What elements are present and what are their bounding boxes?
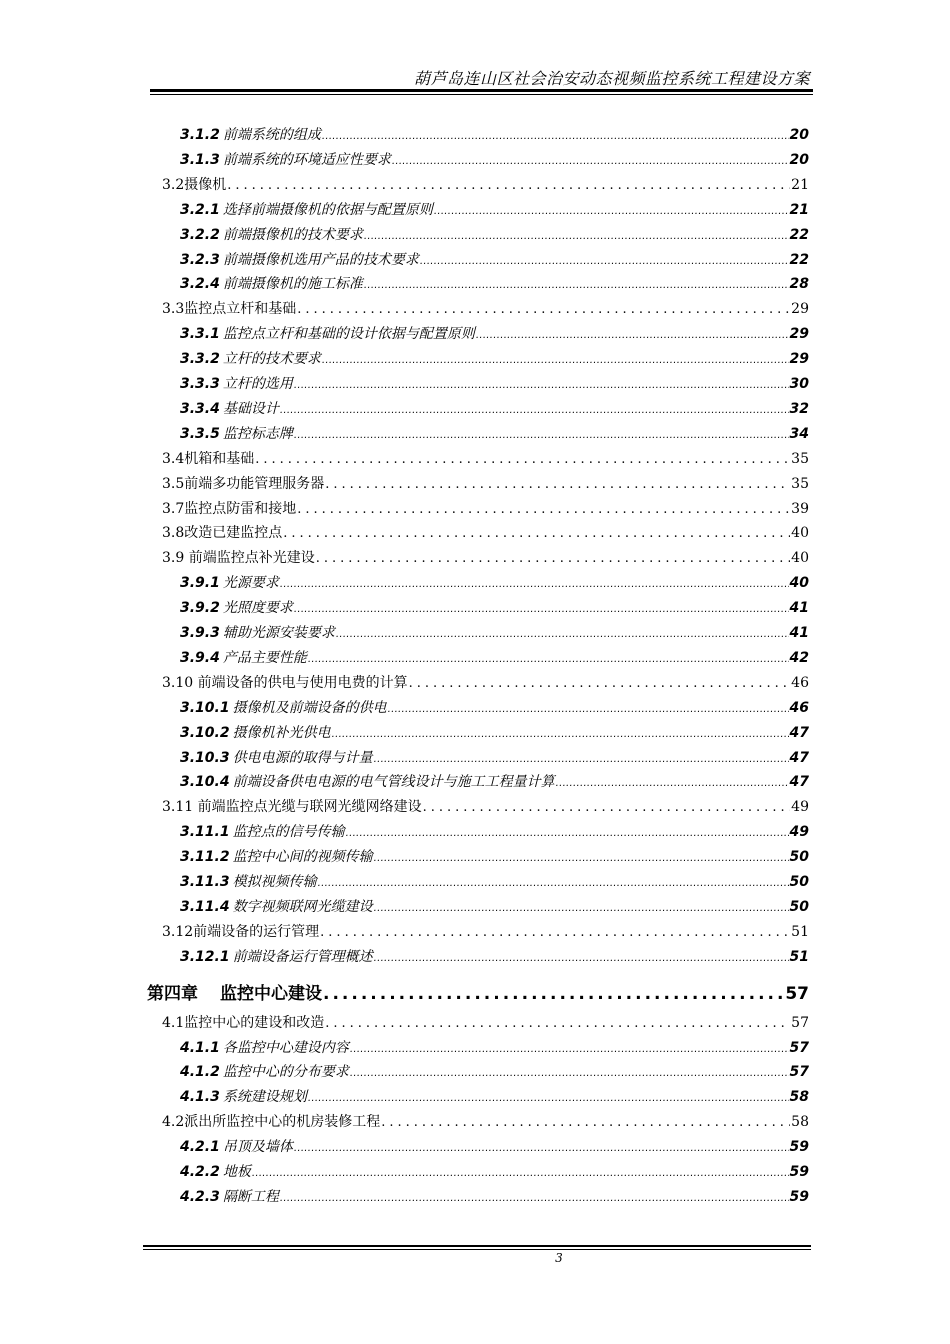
toc-dot-leader	[325, 1016, 790, 1031]
toc-entry[interactable]	[180, 1136, 809, 1156]
toc-entry-page: 35	[791, 475, 809, 492]
toc-entry-text: 前端摄像机的技术要求	[222, 226, 363, 243]
toc-dot-leader	[294, 604, 789, 615]
toc-entry[interactable]	[180, 896, 809, 916]
toc-entry[interactable]	[162, 448, 809, 468]
toc-entry-number: 3.2.2	[180, 226, 220, 243]
toc-dot-leader	[420, 256, 789, 267]
toc-dot-leader	[323, 984, 784, 1004]
toc-entry[interactable]	[162, 921, 809, 941]
toc-entry-title	[162, 473, 324, 493]
toc-entry-number: 第四章	[147, 983, 198, 1004]
toc-entry[interactable]	[180, 1037, 809, 1057]
toc-entry-number: 4.2	[162, 1114, 185, 1131]
toc-dot-leader	[325, 477, 790, 492]
toc-entry-text: 前端系统的环境适应性要求	[222, 151, 391, 168]
document-header-title: 葫芦岛连山区社会治安动态视频监控系统工程建设方案	[413, 69, 810, 88]
toc-entry-title	[180, 273, 363, 293]
toc-entry-text: 产品主要性能	[222, 649, 307, 666]
toc-entry-number: 3.10.3	[180, 749, 230, 766]
toc-dot-leader	[336, 629, 789, 640]
toc-dot-leader	[434, 206, 789, 217]
toc-entry-page: 41	[789, 625, 809, 641]
toc-entry[interactable]	[180, 273, 809, 293]
toc-entry[interactable]	[180, 821, 809, 841]
toc-entry[interactable]	[162, 672, 809, 692]
toc-entry-title	[162, 1012, 324, 1032]
header-rule-thin	[150, 94, 813, 95]
toc-entry-text: 前端系统的组成	[222, 127, 321, 143]
toc-entry-title	[180, 423, 293, 443]
toc-entry-page: 21	[791, 176, 809, 193]
toc-dot-leader	[297, 302, 790, 317]
toc-entry-number: 3.10.1	[180, 699, 230, 716]
toc-entry-page: 58	[791, 1114, 809, 1131]
toc-entry-number: 3.12	[162, 923, 194, 940]
toc-entry-page: 57	[785, 983, 809, 1004]
toc-dot-leader	[294, 430, 789, 441]
toc-entry-number: 3.2.1	[180, 201, 220, 218]
toc-entry-page: 50	[789, 849, 809, 866]
toc-entry[interactable]	[180, 722, 809, 742]
toc-entry-title	[162, 298, 296, 318]
toc-entry-page: 20	[789, 127, 809, 143]
toc-dot-leader	[332, 729, 789, 740]
toc-entry-title	[162, 1111, 380, 1131]
toc-entry-title	[162, 522, 282, 542]
toc-entry-number: 4.2.1	[180, 1139, 220, 1156]
toc-dot-leader	[364, 231, 789, 242]
toc-dot-leader	[409, 676, 791, 691]
toc-entry-title	[180, 398, 279, 418]
toc-entry-number: 3.9.1	[180, 575, 220, 592]
footer-rule-thin	[143, 1249, 811, 1250]
toc-entry[interactable]	[180, 771, 809, 791]
toc-entry-page: 22	[789, 251, 809, 268]
toc-entry-page: 34	[789, 425, 809, 442]
toc-dot-leader	[283, 526, 790, 541]
toc-entry[interactable]	[180, 1061, 809, 1081]
toc-entry[interactable]	[162, 298, 809, 318]
toc-dot-leader	[294, 380, 789, 391]
toc-entry-text: 前端多功能管理服务器	[184, 475, 325, 492]
toc-entry-number: 3.1.3	[180, 151, 220, 168]
toc-entry-title	[180, 249, 419, 269]
toc-dot-leader	[322, 355, 789, 366]
toc-dot-leader	[308, 1093, 789, 1104]
toc-dot-leader	[374, 754, 789, 765]
toc-entry-title	[180, 1061, 349, 1081]
toc-dot-leader	[374, 903, 789, 914]
toc-dot-leader	[392, 156, 789, 167]
toc-entry-number: 3.11.1	[180, 824, 230, 841]
toc-entry-number: 4.1.1	[180, 1039, 220, 1056]
toc-entry[interactable]	[180, 423, 809, 443]
toc-entry-page: 35	[791, 450, 809, 467]
toc-entry-title	[180, 622, 335, 642]
toc-entry-page: 40	[791, 525, 809, 542]
toc-dot-leader	[308, 654, 789, 665]
toc-entry-number: 3.3.2	[180, 351, 220, 368]
toc-entry-text: 各监控中心建设内容	[222, 1039, 349, 1056]
toc-entry-text: 地板	[222, 1164, 251, 1180]
toc-entry-page: 29	[789, 326, 809, 343]
toc-entry-page: 51	[791, 923, 809, 940]
toc-dot-leader	[280, 405, 789, 416]
toc-entry-number: 3.3.5	[180, 425, 220, 442]
toc-entry-number: 3.3.3	[180, 376, 220, 392]
toc-entry-title	[180, 846, 373, 866]
toc-entry-number: 3.11	[162, 799, 198, 816]
toc-dot-leader	[316, 551, 790, 566]
toc-entry-number: 3.4	[162, 450, 185, 467]
toc-entry-text: 前端设备运行管理概述	[232, 948, 373, 965]
toc-entry[interactable]	[180, 1161, 809, 1181]
toc-dot-leader	[320, 925, 790, 940]
toc-entry-number: 3.10.4	[180, 774, 230, 791]
toc-entry[interactable]	[180, 124, 809, 144]
toc-entry-title	[180, 1086, 307, 1106]
toc-entry[interactable]	[180, 622, 809, 642]
toc-entry-page: 46	[791, 674, 809, 691]
toc-entry[interactable]	[180, 249, 809, 269]
toc-entry-page: 47	[789, 724, 809, 741]
toc-entry-title	[147, 979, 322, 1004]
toc-entry-text: 供电电源的取得与计量	[232, 749, 373, 766]
toc-entry-title	[162, 796, 422, 816]
toc-entry[interactable]	[180, 747, 809, 767]
toc-entry-page: 49	[791, 799, 809, 816]
toc-entry-number: 3.5	[162, 475, 185, 492]
toc-entry-page: 58	[789, 1089, 809, 1106]
toc-entry-text: 监控中心建设	[220, 983, 322, 1004]
toc-entry-page: 57	[789, 1064, 809, 1081]
toc-entry-title	[180, 323, 475, 343]
toc-entry-text: 监控中心间的视频传输	[232, 849, 373, 866]
toc-entry-text: 前端监控点光缆与联网光缆网络建设	[197, 799, 422, 816]
toc-entry-title	[180, 771, 555, 791]
toc-entry-title	[162, 174, 226, 194]
toc-dot-leader	[294, 1143, 789, 1154]
toc-entry[interactable]	[180, 946, 809, 966]
toc-entry-page: 39	[791, 500, 809, 517]
toc-entry-title	[180, 1037, 349, 1057]
toc-entry-text: 前端设备供电电源的电气管线设计与施工工程量计算	[232, 774, 555, 791]
toc-entry[interactable]	[180, 224, 809, 244]
toc-entry-text: 光照度要求	[222, 600, 293, 617]
toc-entry-page: 50	[789, 898, 809, 915]
toc-entry-title	[180, 871, 317, 891]
toc-entry[interactable]	[180, 1086, 809, 1106]
toc-entry-page: 59	[789, 1188, 809, 1205]
toc-entry[interactable]	[180, 697, 809, 717]
toc-entry-number: 3.7	[162, 500, 185, 517]
toc-entry-page: 50	[789, 874, 809, 890]
toc-entry-number: 3.10	[162, 674, 198, 691]
toc-entry-page: 47	[789, 774, 809, 791]
toc-entry-number: 4.2.2	[180, 1164, 220, 1180]
toc-entry-page: 46	[789, 699, 809, 716]
toc-dot-leader	[280, 1193, 789, 1204]
toc-entry-number: 3.1.2	[180, 127, 220, 143]
toc-entry-number: 3.11.2	[180, 849, 230, 866]
toc-entry-page: 57	[789, 1039, 809, 1056]
toc-entry[interactable]	[180, 871, 809, 891]
toc-entry-number: 4.1.3	[180, 1089, 220, 1106]
toc-dot-leader	[322, 131, 789, 142]
toc-entry-title	[180, 747, 373, 767]
toc-entry-title	[180, 1161, 251, 1181]
toc-entry-number: 3.3	[162, 301, 185, 318]
toc-dot-leader	[227, 178, 790, 193]
toc-entry-text: 监控中心的分布要求	[222, 1064, 349, 1081]
toc-dot-leader	[374, 953, 789, 964]
toc-dot-leader	[381, 1115, 790, 1130]
toc-entry-number: 4.2.3	[180, 1188, 220, 1205]
toc-entry-number: 4.1	[162, 1014, 185, 1031]
toc-entry-page: 40	[789, 575, 809, 592]
toc-entry-page: 47	[789, 749, 809, 766]
toc-entry-number: 3.9	[162, 550, 189, 567]
toc-entry-page: 32	[789, 400, 809, 417]
toc-entry-text: 改造已建监控点	[184, 525, 283, 542]
toc-dot-leader	[388, 704, 789, 715]
toc-entry-page: 49	[789, 824, 809, 841]
toc-entry[interactable]	[147, 979, 809, 1004]
toc-entry-title	[180, 149, 391, 169]
toc-entry[interactable]	[162, 547, 809, 567]
toc-entry[interactable]	[162, 473, 809, 493]
toc-entry-text: 摄像机补光供电	[232, 724, 331, 741]
header-rule	[150, 89, 813, 92]
toc-entry-text: 系统建设规划	[222, 1089, 307, 1106]
toc-entry-title	[162, 448, 254, 468]
toc-entry-title	[162, 498, 296, 518]
toc-entry-number: 3.9.3	[180, 625, 220, 641]
toc-entry-page: 22	[789, 226, 809, 243]
toc-entry-number: 4.1.2	[180, 1064, 220, 1081]
toc-entry-text: 监控点立杆和基础的设计依据与配置原则	[222, 326, 475, 343]
toc-entry-text: 基础设计	[222, 400, 279, 417]
toc-entry-text: 模拟视频传输	[232, 874, 317, 890]
toc-dot-leader	[556, 778, 789, 789]
toc-entry[interactable]	[180, 373, 809, 393]
toc-entry-page: 29	[791, 301, 809, 318]
toc-entry[interactable]	[162, 498, 809, 518]
toc-entry-text: 选择前端摄像机的依据与配置原则	[222, 201, 433, 218]
toc-entry-title	[180, 348, 321, 368]
toc-entry-text: 监控点的信号传输	[232, 824, 345, 841]
toc-entry[interactable]	[180, 597, 809, 617]
toc-entry-title	[180, 722, 331, 742]
toc-dot-leader	[346, 828, 789, 839]
toc-entry-text: 光源要求	[222, 575, 279, 592]
toc-entry-title	[180, 597, 293, 617]
toc-entry[interactable]	[162, 522, 809, 542]
toc-entry-page: 41	[789, 600, 809, 617]
toc-entry-title	[180, 821, 345, 841]
toc-entry-page: 29	[789, 351, 809, 368]
toc-entry-text: 监控中心的建设和改造	[184, 1014, 325, 1031]
toc-entry[interactable]	[162, 796, 809, 816]
toc-entry-number: 3.9.4	[180, 649, 220, 666]
toc-entry-text: 机箱和基础	[184, 450, 255, 467]
toc-entry-text: 前端摄像机选用产品的技术要求	[222, 251, 419, 268]
toc-entry-page: 20	[789, 151, 809, 168]
footer-rule	[143, 1245, 811, 1247]
toc-entry-text: 隔断工程	[222, 1188, 279, 1205]
toc-entry-text: 派出所监控中心的机房装修工程	[184, 1114, 381, 1131]
toc-entry-number: 3.2.4	[180, 276, 220, 293]
toc-entry-text: 前端摄像机的施工标准	[222, 276, 363, 293]
toc-entry-text: 前端设备的运行管理	[193, 923, 320, 940]
toc-entry-number: 3.11.4	[180, 898, 230, 915]
toc-dot-leader	[350, 1044, 789, 1055]
toc-entry-title	[180, 224, 363, 244]
toc-entry-page: 40	[791, 550, 809, 567]
toc-entry-title	[180, 946, 373, 966]
toc-entry-number: 3.2	[162, 176, 185, 193]
toc-entry-text: 立杆的选用	[222, 376, 293, 392]
toc-dot-leader	[374, 853, 789, 864]
toc-entry-text: 摄像机	[184, 176, 227, 193]
toc-entry-page: 51	[789, 948, 809, 965]
toc-entry-title	[180, 572, 279, 592]
toc-entry-text: 监控点立杆和基础	[184, 301, 297, 318]
toc-entry-number: 3.10.2	[180, 724, 230, 741]
toc-entry-text: 数字视频联网光缆建设	[232, 898, 373, 915]
toc-dot-leader	[280, 579, 789, 590]
toc-entry-title	[180, 124, 321, 144]
toc-entry-title	[162, 921, 319, 941]
toc-entry-page: 28	[789, 276, 809, 293]
toc-entry-number: 3.12.1	[180, 948, 230, 965]
toc-entry[interactable]	[180, 647, 809, 667]
toc-entry-number: 3.8	[162, 525, 185, 542]
toc-dot-leader	[255, 452, 790, 467]
toc-entry-number: 3.11.3	[180, 874, 230, 890]
toc-entry[interactable]	[180, 572, 809, 592]
toc-entry[interactable]	[180, 199, 809, 219]
toc-entry[interactable]	[180, 398, 809, 418]
toc-entry[interactable]	[162, 1012, 809, 1032]
toc-dot-leader	[318, 878, 789, 889]
toc-dot-leader	[476, 330, 789, 341]
page-number: 3	[555, 1251, 563, 1265]
toc-entry-text: 吊顶及墙体	[222, 1139, 293, 1156]
toc-entry-text: 前端设备的供电与使用电费的计算	[197, 674, 408, 691]
toc-dot-leader	[350, 1068, 789, 1079]
toc-entry-page: 59	[789, 1139, 809, 1156]
toc-entry[interactable]	[162, 174, 809, 194]
toc-entry-page: 59	[789, 1164, 809, 1180]
toc-entry-text: 摄像机及前端设备的供电	[232, 699, 387, 716]
toc-entry-page: 21	[789, 201, 809, 218]
toc-entry-title	[180, 697, 387, 717]
toc-entry[interactable]	[180, 1186, 809, 1206]
toc-entry-text: 前端监控点补光建设	[188, 550, 315, 567]
toc-dot-leader	[423, 800, 791, 815]
toc-entry-page: 57	[791, 1014, 809, 1031]
toc-entry-number: 3.9.2	[180, 600, 220, 617]
toc-entry-number: 3.3.4	[180, 400, 220, 417]
toc-entry-title	[180, 1136, 293, 1156]
toc-dot-leader	[297, 502, 790, 517]
toc-entry-text: 辅助光源安装要求	[222, 625, 335, 641]
toc-entry-title	[180, 647, 307, 667]
toc-entry-title	[180, 373, 293, 393]
toc-entry-title	[180, 896, 373, 916]
toc-entry-text: 监控标志牌	[222, 425, 293, 442]
toc-dot-leader	[364, 280, 789, 291]
toc-entry-title	[162, 672, 408, 692]
toc-entry-number: 3.2.3	[180, 251, 220, 268]
toc-entry-page: 42	[789, 649, 809, 666]
toc-dot-leader	[252, 1168, 789, 1179]
toc-entry-text: 立杆的技术要求	[222, 351, 321, 368]
toc-entry[interactable]	[180, 149, 809, 169]
toc-entry-text: 监控点防雷和接地	[184, 500, 297, 517]
toc-entry[interactable]	[180, 323, 809, 343]
toc-entry-title	[180, 199, 433, 219]
toc-entry-title	[162, 547, 315, 567]
toc-entry[interactable]	[162, 1111, 809, 1131]
toc-entry-page: 30	[789, 376, 809, 392]
toc-entry[interactable]	[180, 348, 809, 368]
toc-entry-title	[180, 1186, 279, 1206]
toc-entry-number: 3.3.1	[180, 326, 220, 343]
toc-entry[interactable]	[180, 846, 809, 866]
